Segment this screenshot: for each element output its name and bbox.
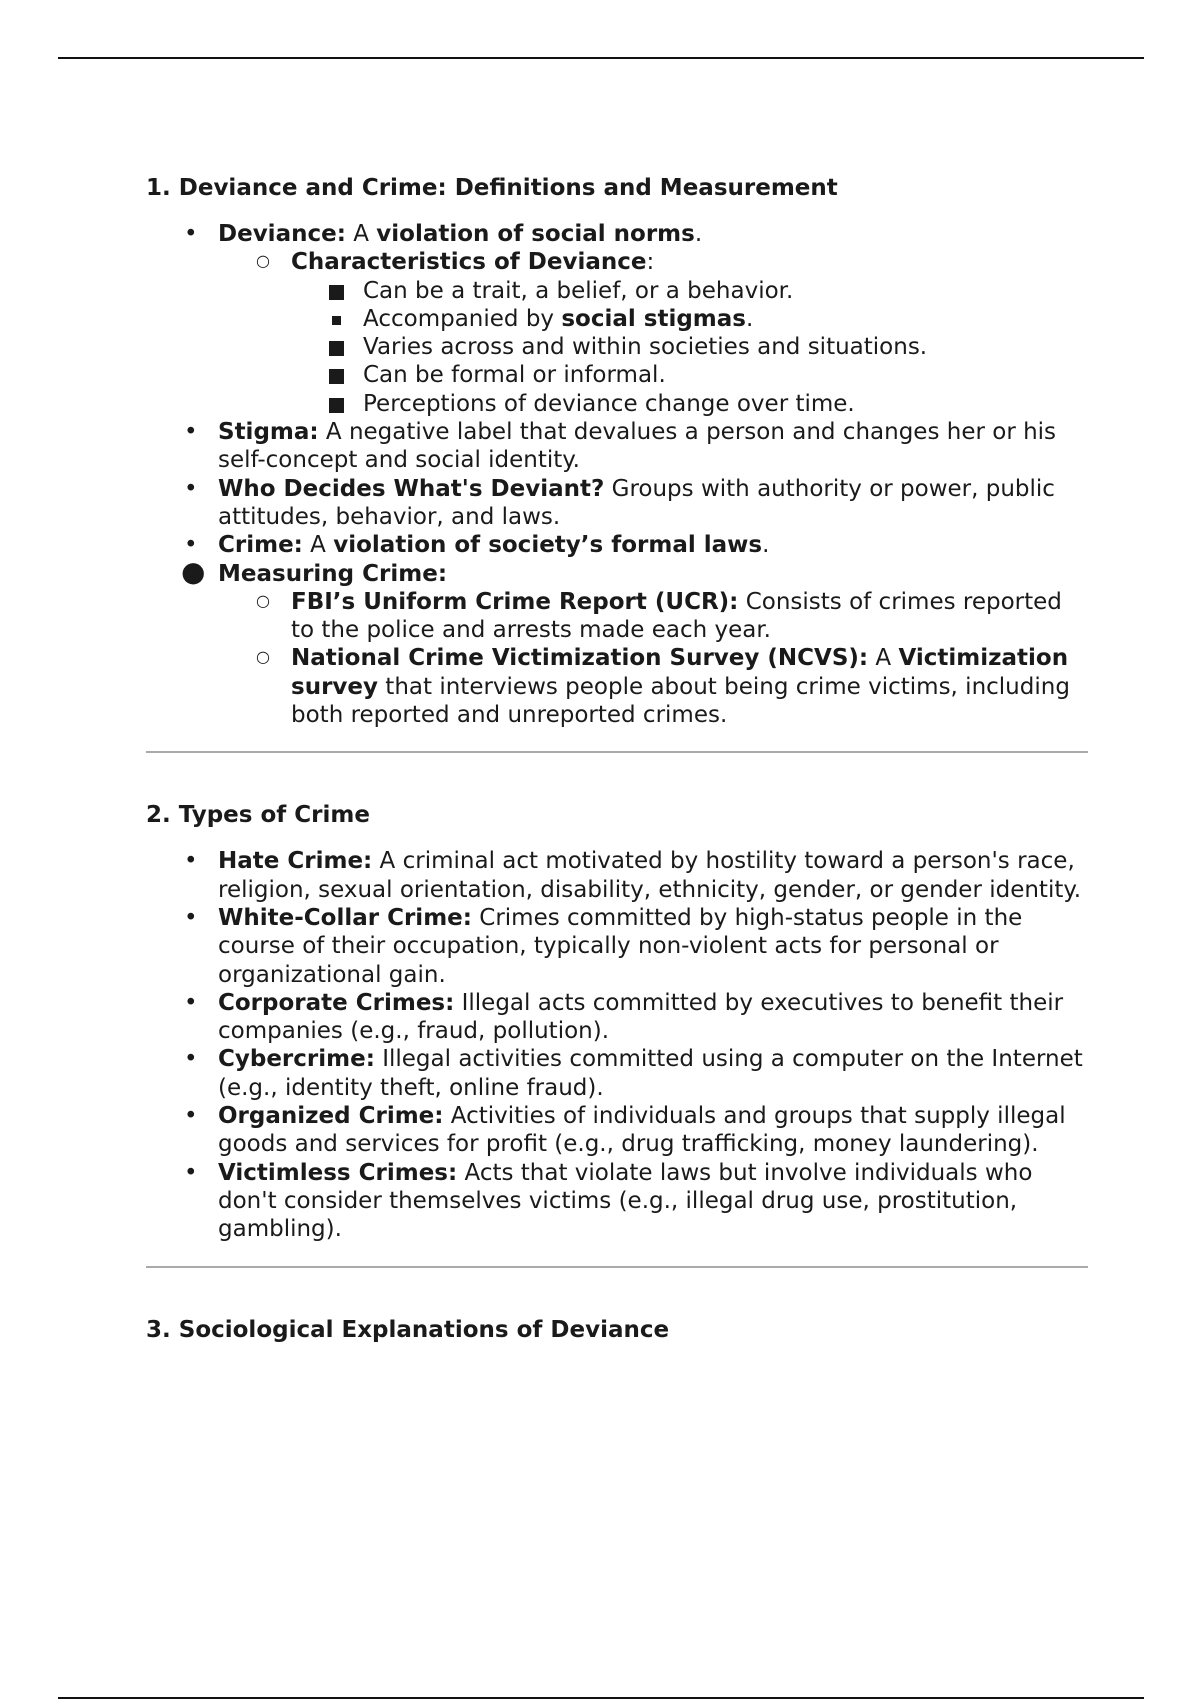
- page-bottom-rule: [58, 1697, 1144, 1699]
- bullet-disc: •: [184, 1103, 198, 1130]
- list-item-crime-type: • Cybercrime: Illegal activities committed using a computer on the Internet (e.g., identity theft, online fraud).: [184, 1046, 1083, 1101]
- list-item-characteristic: Perceptions of deviance change over time.: [146, 390, 1091, 418]
- document-body: [146, 168, 1091, 1350]
- list-item-crime-type: • Corporate Crimes: Illegal acts committed by executives to benefit their companies (e.g., fraud, pollution).: [184, 989, 1064, 1045]
- list-item-ncvs: ○ National Crime Victimization Survey (NCVS): A Victimization survey that interviews people about being crime victims, including both reported and unreported crimes.: [256, 645, 1070, 729]
- section-3-heading: 3. Sociological Explanations of Deviance: [146, 1316, 670, 1343]
- bullet-disc: •: [184, 532, 198, 559]
- bullet-disc: •: [184, 1159, 198, 1186]
- list-item-who-decides: • Who Decides What's Deviant? Groups with authority or power, public attitudes, behavior, and laws.: [184, 475, 1055, 530]
- section-2-heading: 2. Types of Crime: [146, 802, 370, 829]
- bullet-disc: •: [184, 1046, 198, 1073]
- list-item-characteristic: Accompanied by social stigmas.: [146, 305, 1091, 333]
- bullet-square: [332, 316, 341, 325]
- bullet-square: [329, 398, 344, 413]
- list-item-ucr: ○ FBI’s Uniform Crime Report (UCR): Consists of crimes reported to the police and arrests made each year.: [256, 588, 1062, 644]
- bullet-disc: •: [184, 475, 198, 502]
- bullet-disc: •: [184, 221, 198, 247]
- list-item-deviance: • Deviance: A violation of social norms.: [184, 221, 703, 247]
- bullet-circle: ○: [256, 647, 270, 667]
- list-item-crime-type: • Hate Crime: A criminal act motivated by hostility toward a person's race, religion, sexual orientation, disability, ethnicity, gender, or gender identity.: [184, 848, 1082, 903]
- list-item-crime-type: • Organized Crime: Activities of individuals and groups that supply illegal goods and services for profit (e.g., drug trafficking, money laundering).: [184, 1103, 1066, 1158]
- page-top-rule: [58, 57, 1144, 59]
- list-item-crime-type: • White-Collar Crime: Crimes committed by high-status people in the course of their occupation, typically non-violent acts for personal or organizational gain.: [184, 904, 1023, 988]
- bullet-disc: •: [184, 904, 198, 931]
- bullet-circle: ○: [256, 251, 270, 271]
- bullet-big-disc: ●: [181, 554, 206, 588]
- list-item-characteristic: Varies across and within societies and situations.: [146, 333, 1091, 361]
- bullet-square: [329, 285, 344, 300]
- list-item-crime-type: • Victimless Crimes: Acts that violate laws but involve individuals who don't consider themselves victims (e.g., illegal drug use, prostitution, gambling).: [184, 1159, 1033, 1243]
- list-item-stigma: • Stigma: A negative label that devalues a person and changes her or his self-concept and social identity.: [184, 419, 1057, 474]
- bullet-circle: ○: [256, 590, 270, 610]
- section-1-heading: 1. Deviance and Crime: Definitions and Measurement: [146, 175, 838, 201]
- list-item-crime: • Crime: A violation of society’s formal laws.: [184, 532, 770, 559]
- bullet-disc: •: [184, 848, 198, 875]
- bullet-disc: •: [184, 989, 198, 1016]
- bullet-square: [329, 341, 344, 356]
- list-item-characteristics: ○ Characteristics of Deviance:: [256, 249, 655, 276]
- list-item-characteristic: Can be formal or informal.: [146, 361, 1091, 389]
- list-item-characteristic: Can be a trait, a belief, or a behavior.: [146, 277, 1091, 305]
- bullet-disc: •: [184, 419, 198, 446]
- list-item-measuring-crime: ● Measuring Crime:: [181, 554, 448, 588]
- bullet-square: [329, 369, 344, 384]
